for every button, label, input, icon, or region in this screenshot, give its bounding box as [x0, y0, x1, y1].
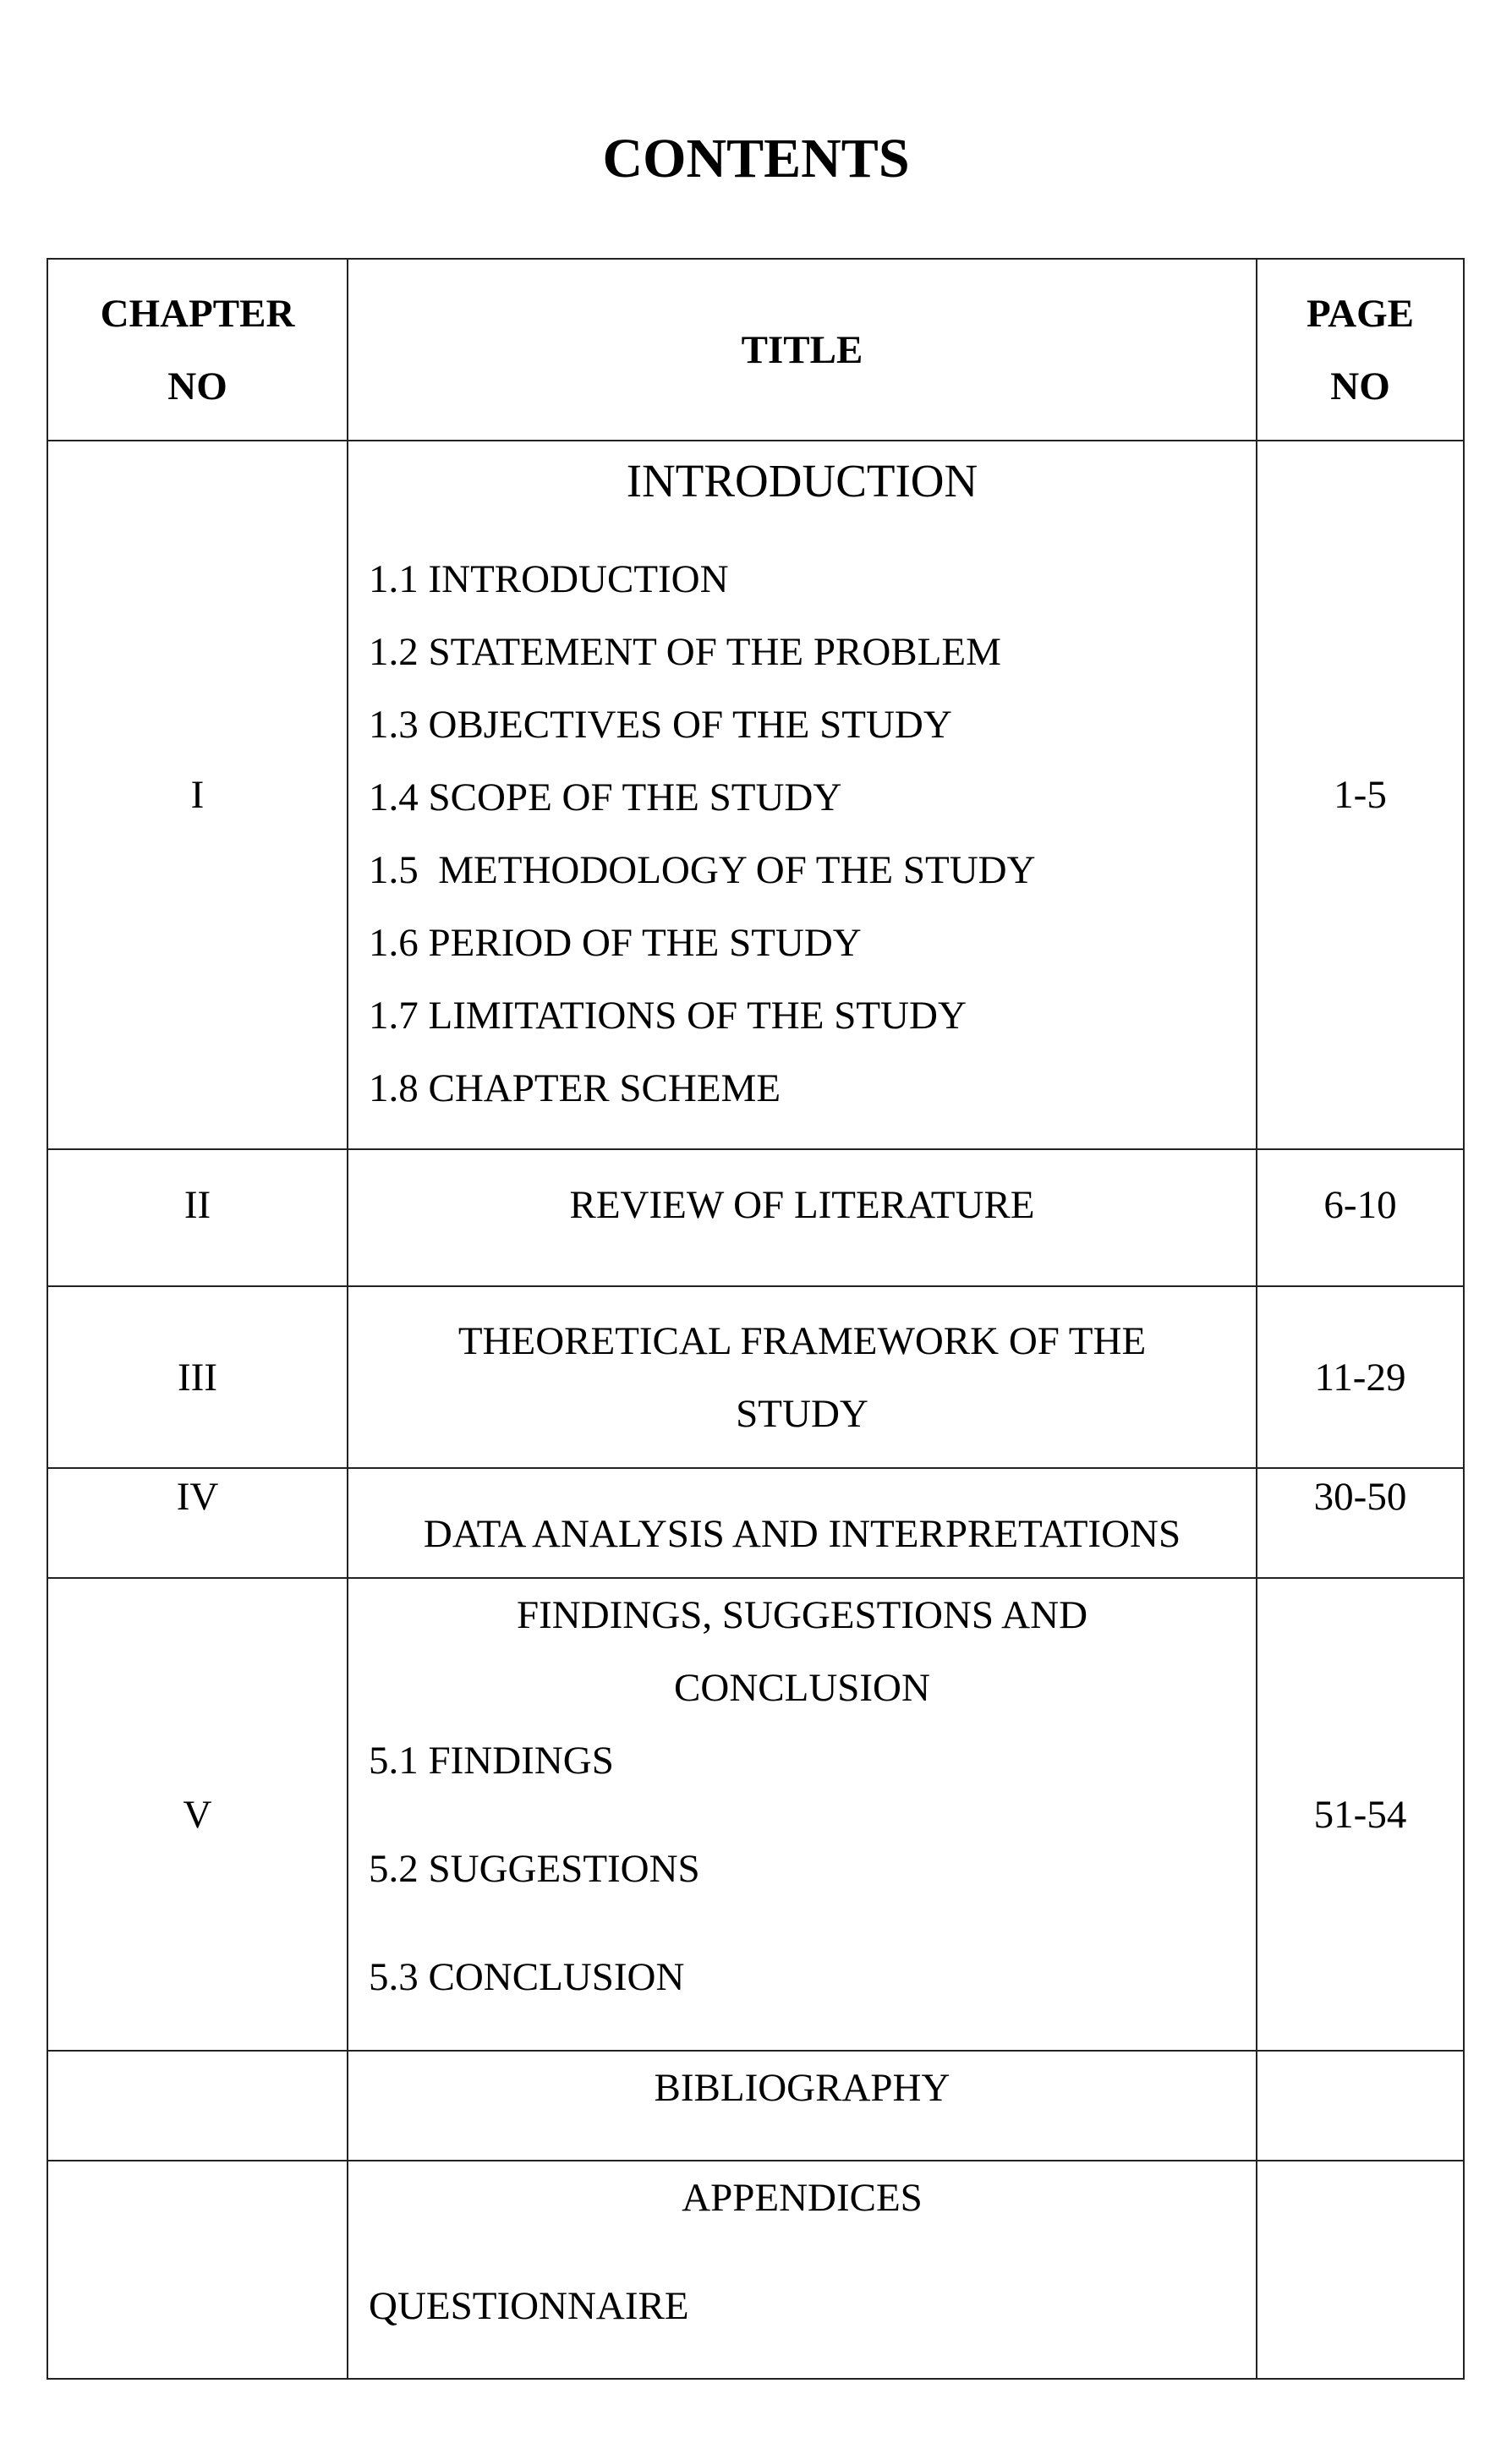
list-item: 1.8 CHAPTER SCHEME: [369, 1066, 781, 1110]
list-item: 5.1 FINDINGS: [369, 1739, 614, 1783]
chapter-heading: DATA ANALYSIS AND INTERPRETATIONS: [348, 1468, 1257, 1578]
table-row: [47, 2051, 1464, 2161]
page-range: 1-5: [1257, 441, 1464, 1149]
list-item: 1.5 METHODOLOGY OF THE STUDY: [369, 848, 1036, 892]
page-range: 30-50: [1257, 1468, 1464, 1578]
list-item: 1.1 INTRODUCTION: [369, 557, 729, 601]
contents-table: [47, 258, 1465, 2380]
chapter-number: II: [47, 1149, 348, 1286]
table-row: [47, 1149, 1464, 1286]
chapter-heading: APPENDICES: [682, 2176, 923, 2220]
chapter-number: I: [47, 441, 348, 1149]
header-page-line-2: NO: [1330, 364, 1390, 408]
table-row: [47, 1468, 1464, 1578]
page-title: CONTENTS: [602, 128, 910, 189]
chapter-heading: INTRODUCTION: [626, 455, 978, 507]
chapter-heading: REVIEW OF LITERATURE: [348, 1149, 1257, 1286]
chapter-number: IV: [47, 1468, 348, 1578]
list-item: 1.7 LIMITATIONS OF THE STUDY: [369, 994, 967, 1038]
chapter-number: [47, 2051, 348, 2161]
chapter-number: V: [47, 1578, 348, 2051]
page-range: 51-54: [1257, 1578, 1464, 2051]
list-item: 1.2 STATEMENT OF THE PROBLEM: [369, 630, 1001, 674]
chapter-title-cell: [348, 1578, 1257, 2051]
chapter-title-cell: [348, 2161, 1257, 2379]
page-range: 11-29: [1257, 1286, 1464, 1468]
header-page-line-1: PAGE: [1306, 291, 1415, 336]
chapter-heading-line-2: CONCLUSION: [674, 1666, 930, 1710]
chapter-title-cell: [348, 441, 1257, 1149]
header-page-no: [1257, 259, 1464, 441]
list-item: 5.2 SUGGESTIONS: [369, 1847, 700, 1891]
header-chapter-line-1: CHAPTER: [100, 291, 295, 336]
page-range: 6-10: [1257, 1149, 1464, 1286]
chapter-number: III: [47, 1286, 348, 1468]
table-row: [47, 1286, 1464, 1468]
list-item: 5.3 CONCLUSION: [369, 1955, 685, 1999]
header-title: TITLE: [348, 259, 1257, 441]
list-item: 1.6 PERIOD OF THE STUDY: [369, 921, 862, 965]
header-chapter-line-2: NO: [167, 364, 227, 408]
list-item: QUESTIONNAIRE: [369, 2284, 689, 2328]
table-row: [47, 1578, 1464, 2051]
chapter-heading: BIBLIOGRAPHY: [348, 2051, 1257, 2161]
chapter-heading-line-1: FINDINGS, SUGGESTIONS AND: [516, 1593, 1088, 1637]
chapter-heading-line-1: THEORETICAL FRAMEWORK OF THE: [457, 1318, 1147, 1363]
page-range: [1257, 2051, 1464, 2161]
list-item: 1.3 OBJECTIVES OF THE STUDY: [369, 703, 952, 747]
chapter-title-cell: [348, 1286, 1257, 1468]
chapter-heading-line-2: STUDY: [736, 1391, 868, 1436]
table-row: [47, 2161, 1464, 2379]
header-row: [47, 259, 1464, 441]
header-chapter-no: [47, 259, 348, 441]
chapter-number: [47, 2161, 348, 2379]
list-item: 1.4 SCOPE OF THE STUDY: [369, 775, 842, 819]
table-row: [47, 441, 1464, 1149]
page-range: [1257, 2161, 1464, 2379]
